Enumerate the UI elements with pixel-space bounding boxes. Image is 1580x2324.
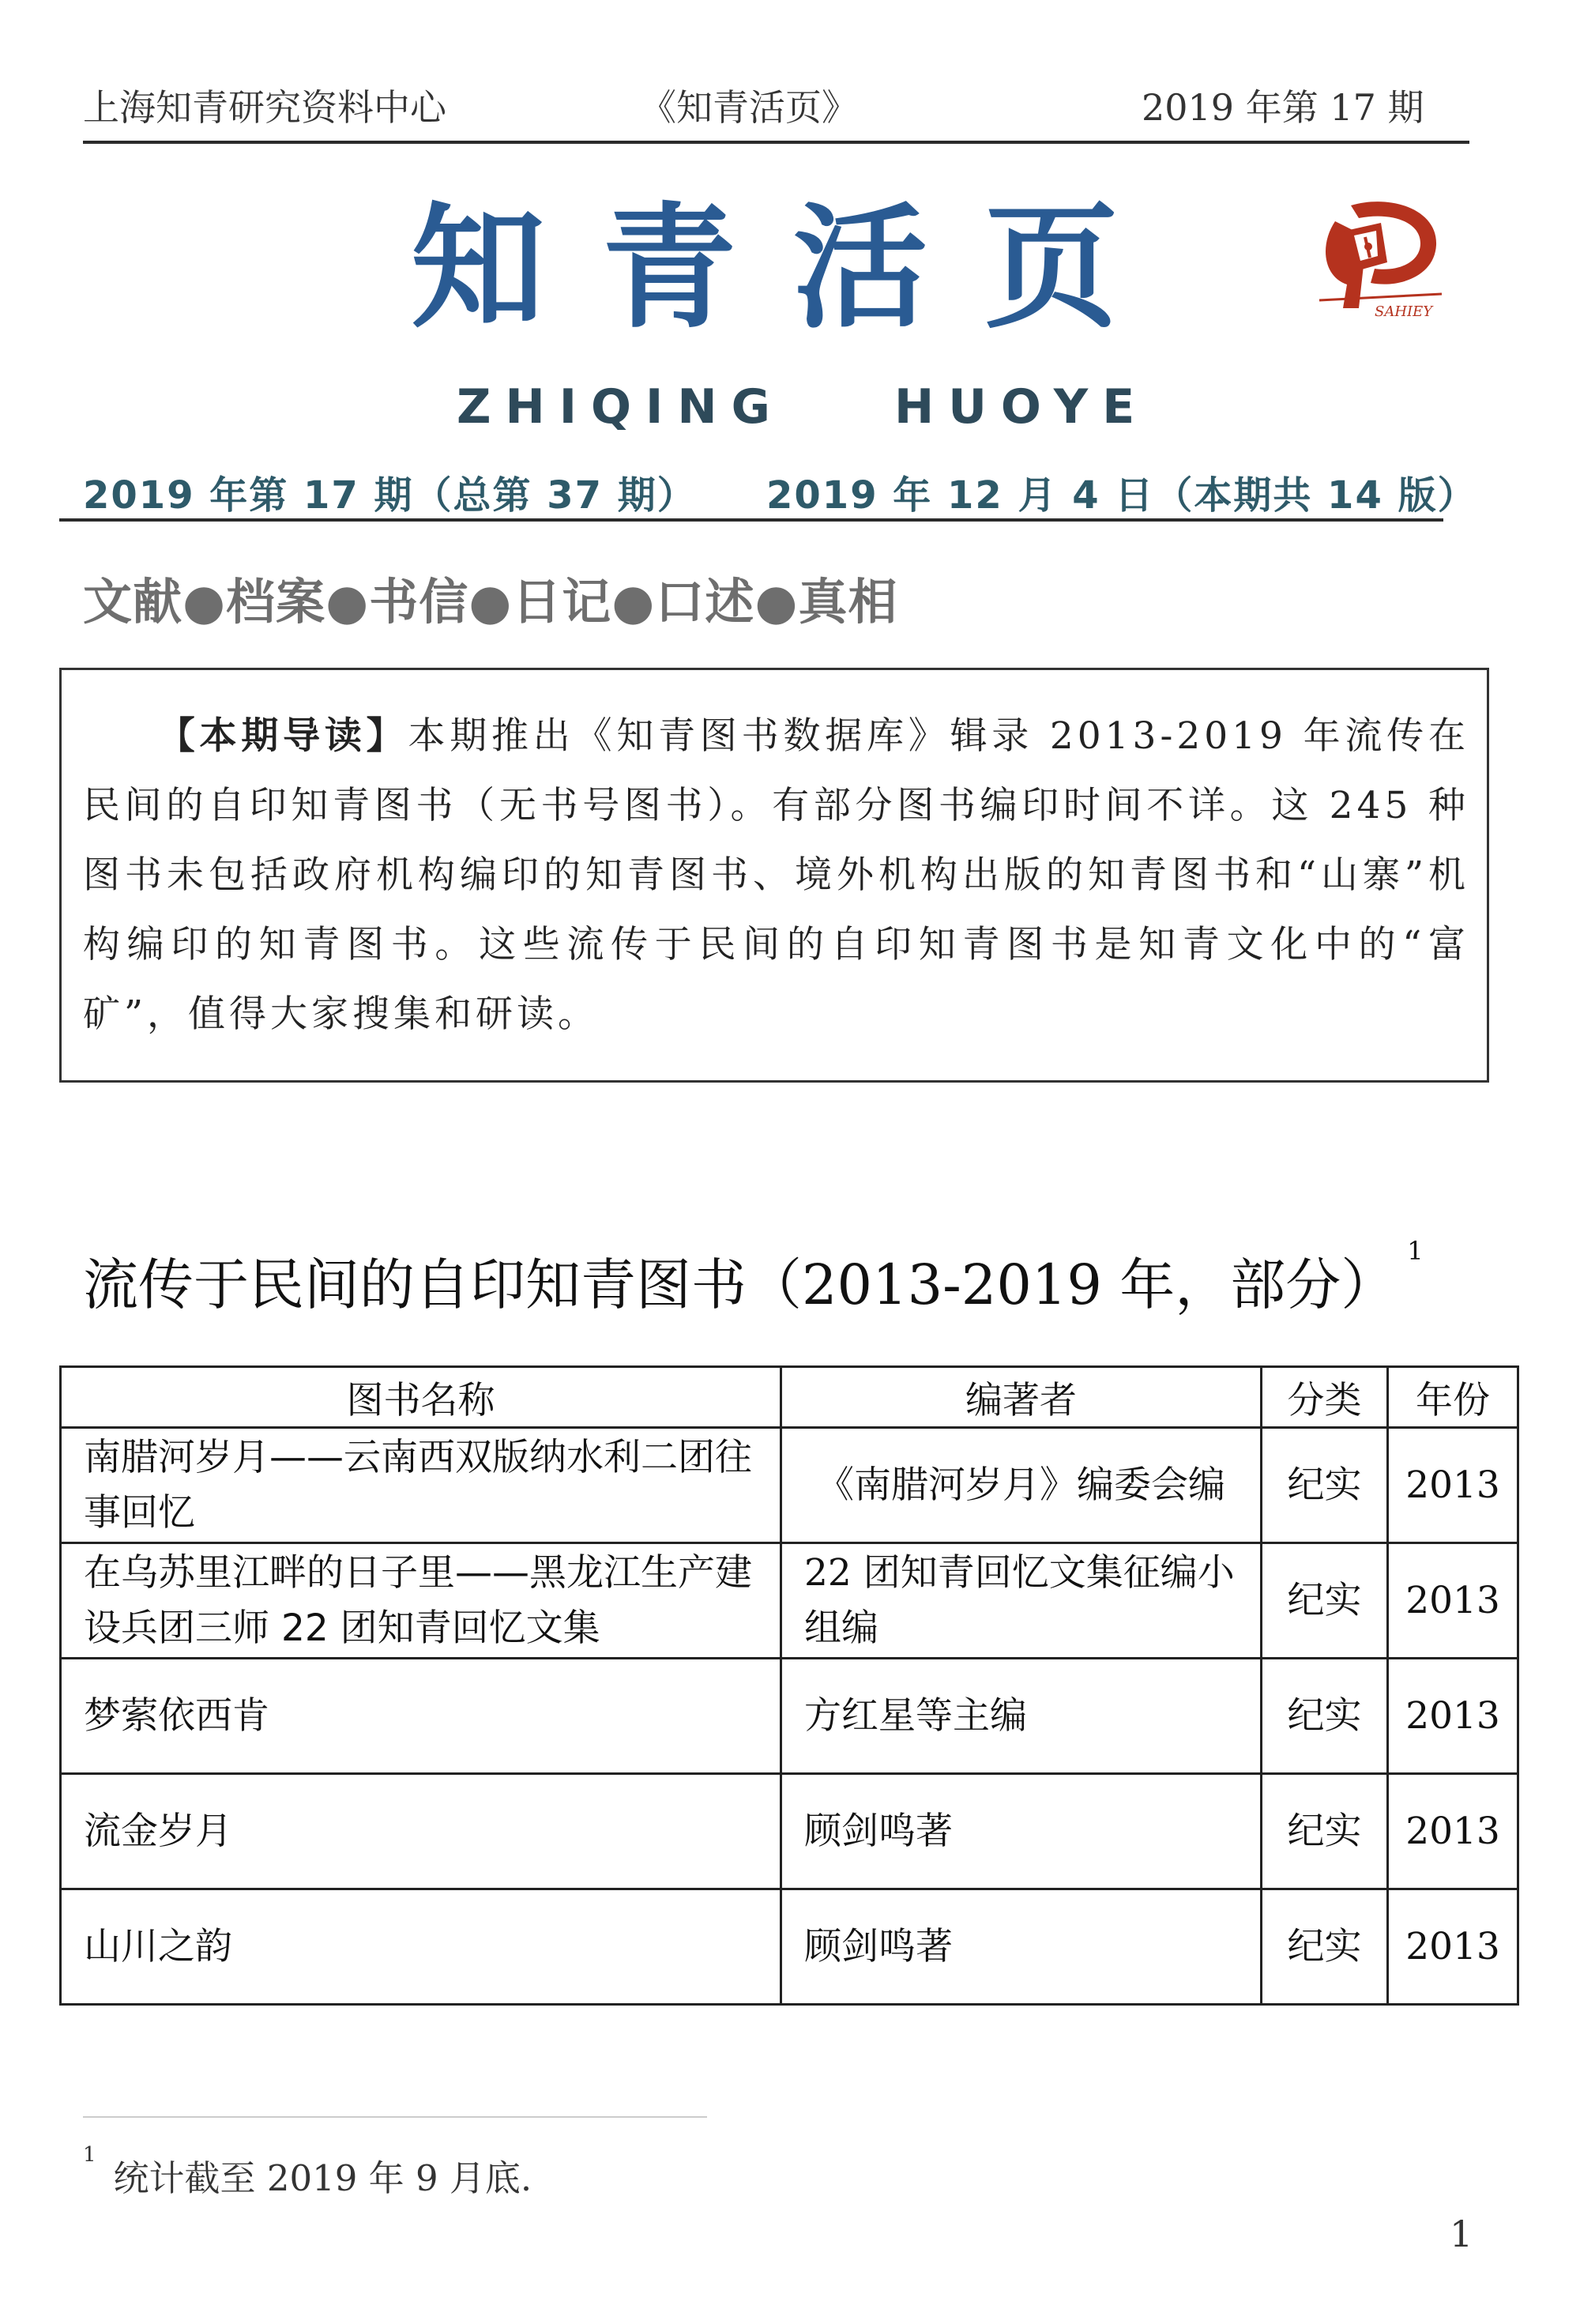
book-category-cell: 纪实 [1262, 1774, 1388, 1889]
book-year-cell: 2013 [1388, 1543, 1518, 1659]
book-title-cell: 山川之韵 [61, 1889, 781, 2005]
table-row [61, 1659, 1518, 1774]
column-header-title: 图书名称 [61, 1367, 781, 1428]
footnote-text: 统计截至 2019 年 9 月底. [113, 2157, 532, 2199]
header-right-text: 2019 年第 17 期 [1142, 86, 1424, 129]
header-center-text: 《知青活页》 [640, 86, 858, 129]
book-year-cell: 2013 [1388, 1659, 1518, 1774]
book-author-cell: 方红星等主编 [781, 1659, 1262, 1774]
masthead-pinyin-right: HUOYE [894, 379, 1149, 435]
book-title-cell: 南腊河岁月——云南西双版纳水利二团往事回忆 [61, 1428, 781, 1543]
book-year-cell: 2013 [1388, 1889, 1518, 2005]
pen-nib-logo-icon [1304, 190, 1446, 324]
table-row [61, 1889, 1518, 2005]
book-year-cell: 2013 [1388, 1428, 1518, 1543]
issue-date-text: 2019 年 12 月 4 日（本期共 14 版） [766, 473, 1477, 518]
books-table [59, 1365, 1519, 2006]
masthead-title: 知青活页 [411, 190, 1176, 347]
table-row [61, 1774, 1518, 1889]
tagline: 文献●档案●书信●日记●口述●真相 [83, 573, 898, 631]
section-footnote-mark: 1 [1407, 1236, 1424, 1266]
intro-lead: 【本期导读】 [157, 714, 408, 758]
issue-number-text: 2019 年第 17 期（总第 37 期） [83, 473, 697, 518]
footnote-rule [83, 2116, 707, 2118]
footnote-mark: 1 [83, 2143, 96, 2167]
column-header-category: 分类 [1262, 1367, 1388, 1428]
book-category-cell: 纪实 [1262, 1889, 1388, 2005]
book-category-cell: 纪实 [1262, 1543, 1388, 1659]
section-title [83, 1236, 1424, 1320]
issue-rule [59, 518, 1443, 522]
footnote [83, 2143, 532, 2201]
book-author-cell: 顾剑鸣著 [781, 1774, 1262, 1889]
page-number: 1 [1450, 2213, 1473, 2255]
book-author-cell: 《南腊河岁月》编委会编 [781, 1428, 1262, 1543]
header-rule [83, 141, 1469, 144]
book-title-cell: 流金岁月 [61, 1774, 781, 1889]
intro-paragraph [83, 702, 1469, 1049]
book-category-cell: 纪实 [1262, 1659, 1388, 1774]
table-row [61, 1543, 1518, 1659]
logo-text: SAHIEY [1375, 303, 1433, 320]
book-author-cell: 22 团知青回忆文集征编小组编 [781, 1543, 1262, 1659]
table-header-row [61, 1367, 1518, 1428]
intro-body: 本期推出《知青图书数据库》辑录 2013-2019 年流传在民间的自印知青图书（无书号图书）。有部分图书编印时间不详。这 245 种图书未包括政府机构编印的知青图书、境外机构出版的知青图书和“山寨”机构编印的知青图书。这些流传于民间的自印知青图书是知青文化中的“富矿”，值得大家搜集和研读。 [83, 714, 1470, 1036]
book-year-cell: 2013 [1388, 1774, 1518, 1889]
table-row [61, 1428, 1518, 1543]
book-title-cell: 梦萦依西肯 [61, 1659, 781, 1774]
column-header-year: 年份 [1388, 1367, 1518, 1428]
book-category-cell: 纪实 [1262, 1428, 1388, 1543]
header-left-text: 上海知青研究资料中心 [83, 86, 446, 129]
column-header-author: 编著者 [781, 1367, 1262, 1428]
masthead-pinyin-left: ZHIQING [457, 379, 784, 435]
book-title-cell: 在乌苏里江畔的日子里——黑龙江生产建设兵团三师 22 团知青回忆文集 [61, 1543, 781, 1659]
book-author-cell: 顾剑鸣著 [781, 1889, 1262, 2005]
section-title-text: 流传于民间的自印知青图书（2013-2019 年，部分） [83, 1252, 1397, 1317]
